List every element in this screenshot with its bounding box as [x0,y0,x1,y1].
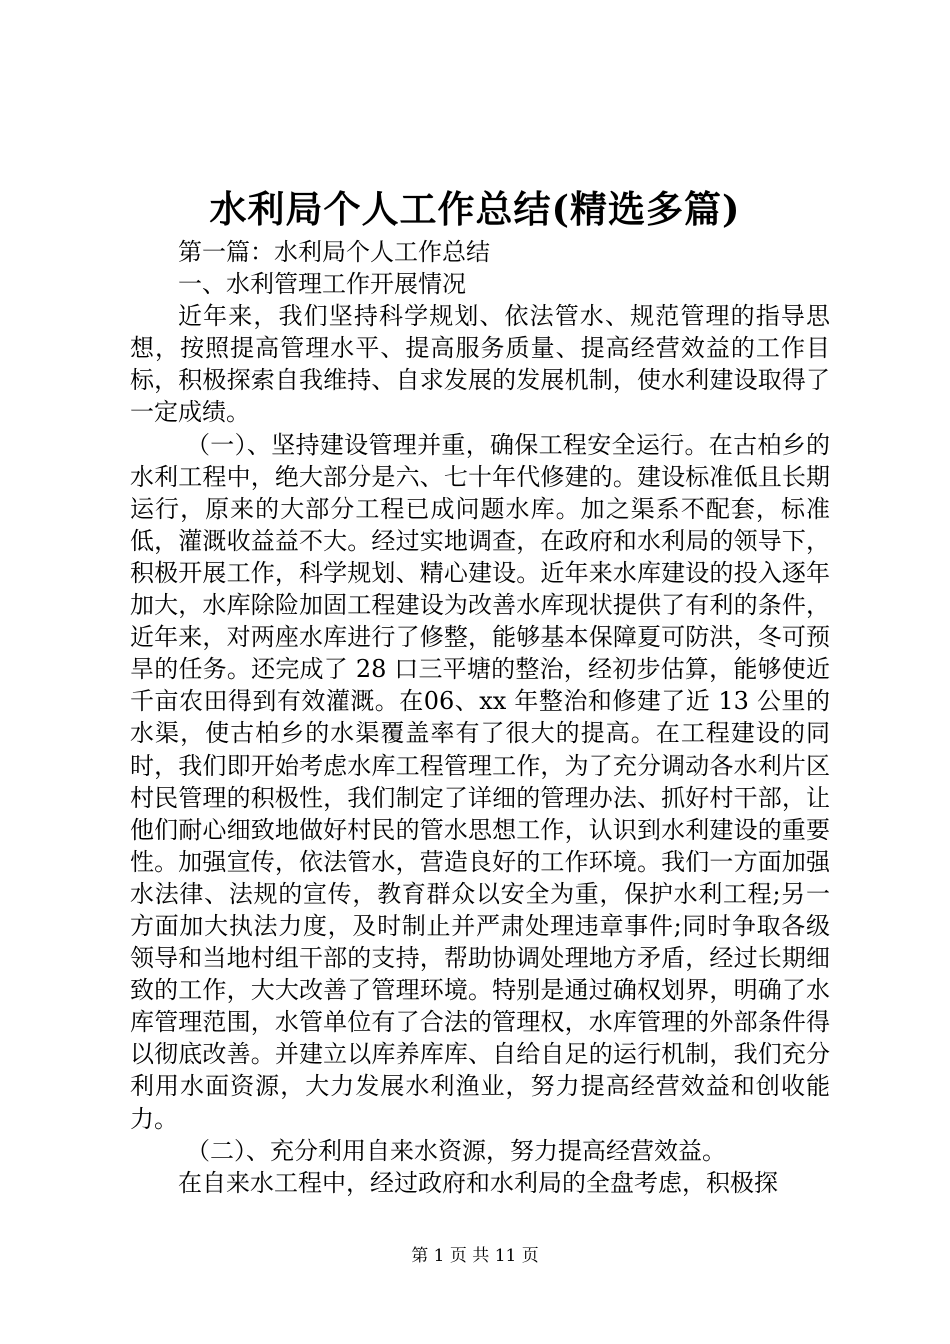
subsection-heading: （二）、充分利用自来水资源，努力提高经营效益。 [186,1136,726,1165]
section-heading: 第一篇：水利局个人工作总结 [178,238,490,266]
body-paragraph: 近年来，我们坚持科学规划、依法管水、规范管理的指导思想，按照提高管理水平、提高服务质量、提高经营效益的工作目标，积极探索自我维持、自求发展的发展机制，使水利建设取得了一定成绩。 [130,302,830,427]
body-paragraph: （一）、坚持建设管理并重，确保工程安全运行。在古柏乡的水利工程中，绝大部分是六、七十年代修建的。建设标准低且长期运行，原来的大部分工程已成问题水库。加之渠系不配套，标准低，灌溉收益益不大。经过实地调查，在政府和水利局的领导下，积极开展工作，科学规划、精心建设。近年来水库建设的投入逐年加大，水库除险加固工程建设为改善水库现状提供了有利的条件，近年来，对两座水库进行了修整，能够基本保障夏可防洪，冬可预旱的任务。还完成了 28 口三平塘的整治，经初步估算，能够使近千亩农田得到有效灌溉。在06、xx 年整治和修建了近 13 公里的水渠，使古柏乡的水渠覆盖率有了很大的提高。在工程建设的同时，我们即开始考虑水库工程管理工作，为了充分调动各水利片区村民管理的积极性，我们制定了详细的管理办法、抓好村干部，让他们耐心细致地做好村民的管水思想工作，认识到水利建设的重要性。加强宣传，依法管水，营造良好的工作环境。我们一方面加强水法律、法规的宣传，教育群众以安全为重，保护水利工程;另一方面加大执法力度，及时制止并严肃处理违章事件;同时争取各级领导和当地村组干部的支持，帮助协调处理地方矛盾，经过长期细致的工作，大大改善了管理环境。特别是通过确权划界，明确了水库管理范围，水管单位有了合法的管理权，水库管理的外部条件得以彻底改善。并建立以库养库库、自给自足的运行机制，我们充分利用水面资源，大力发展水利渔业，努力提高经营效益和创收能力。 [130,430,830,1133]
subsection-heading: 一、水利管理工作开展情况 [178,270,466,299]
body-paragraph: 在自来水工程中，经过政府和水利局的全盘考虑，积极探 [178,1168,778,1197]
page-number-footer: 第 1 页 共 11 页 [411,1246,539,1266]
document-title: 水利局个人工作总结(精选多篇) [209,187,741,231]
document-body [130,236,830,1199]
